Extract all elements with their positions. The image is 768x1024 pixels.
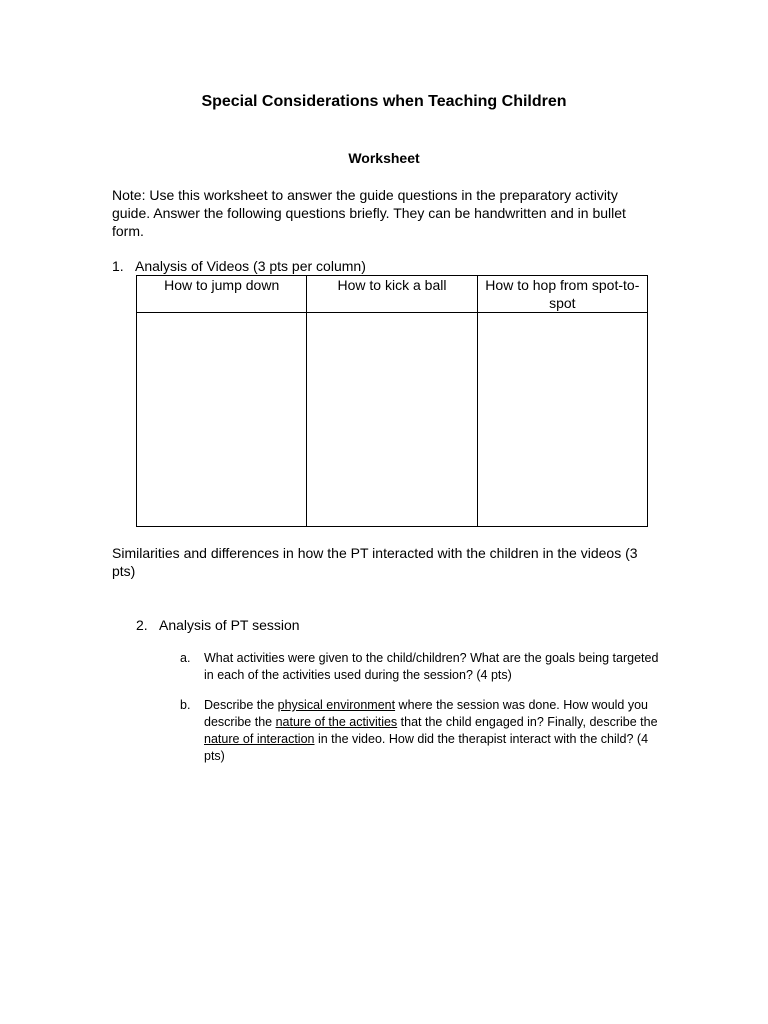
question-1-number: 1. [112,258,124,274]
page-subtitle: Worksheet [348,150,420,166]
table-header-row [137,276,648,313]
column-header-jump-down: How to jump down [137,276,307,313]
question-2a-letter: a. [180,651,191,665]
question-2b-part-4: in the video. How did the therapist interact with the child? (4 pts) [204,732,649,763]
note-text: Note: Use this worksheet to answer the guide questions in the preparatory activity guide. Answer the following questions briefly. They can be handwritten and in bullet form. [112,187,626,239]
question-2b-part-3: that the child engaged in? Finally, describe the [397,715,658,729]
question-2-heading [136,616,300,634]
question-1-label: Analysis of Videos (3 pts per column) [135,258,366,274]
question-2-label: Analysis of PT session [159,617,300,633]
similarities-prompt: Similarities and differences in how the PT interacted with the children in the videos (3 pts) [112,545,638,579]
question-2a [180,650,660,684]
question-2b-text [204,697,660,765]
question-2b-letter: b. [180,698,191,712]
answer-cell-kick-ball[interactable] [307,313,477,527]
table-answer-row [137,313,648,527]
term-nature-of-activities: nature of the activities [275,715,398,729]
answer-cell-jump-down[interactable] [137,313,307,527]
term-nature-of-interaction: nature of interaction [204,732,315,746]
question-2a-text: What activities were given to the child/children? What are the goals being targeted in each of the activities used during the session? (4 pts) [204,651,659,682]
question-2b-part-1: Describe the [204,698,278,712]
answer-cell-hop-spot[interactable] [477,313,647,527]
page-title: Special Considerations when Teaching Children [201,93,567,110]
question-2-number: 2. [136,617,148,633]
video-analysis-table [136,275,648,527]
term-physical-environment: physical environment [277,698,396,712]
question-1-heading [112,257,366,275]
column-header-kick-ball: How to kick a ball [307,276,477,313]
question-2b-part-2: where the session was done. How would you describe the [204,698,648,729]
note-paragraph [112,186,652,240]
question-2b [180,697,660,765]
column-header-hop-spot: How to hop from spot-to-spot [477,276,647,313]
